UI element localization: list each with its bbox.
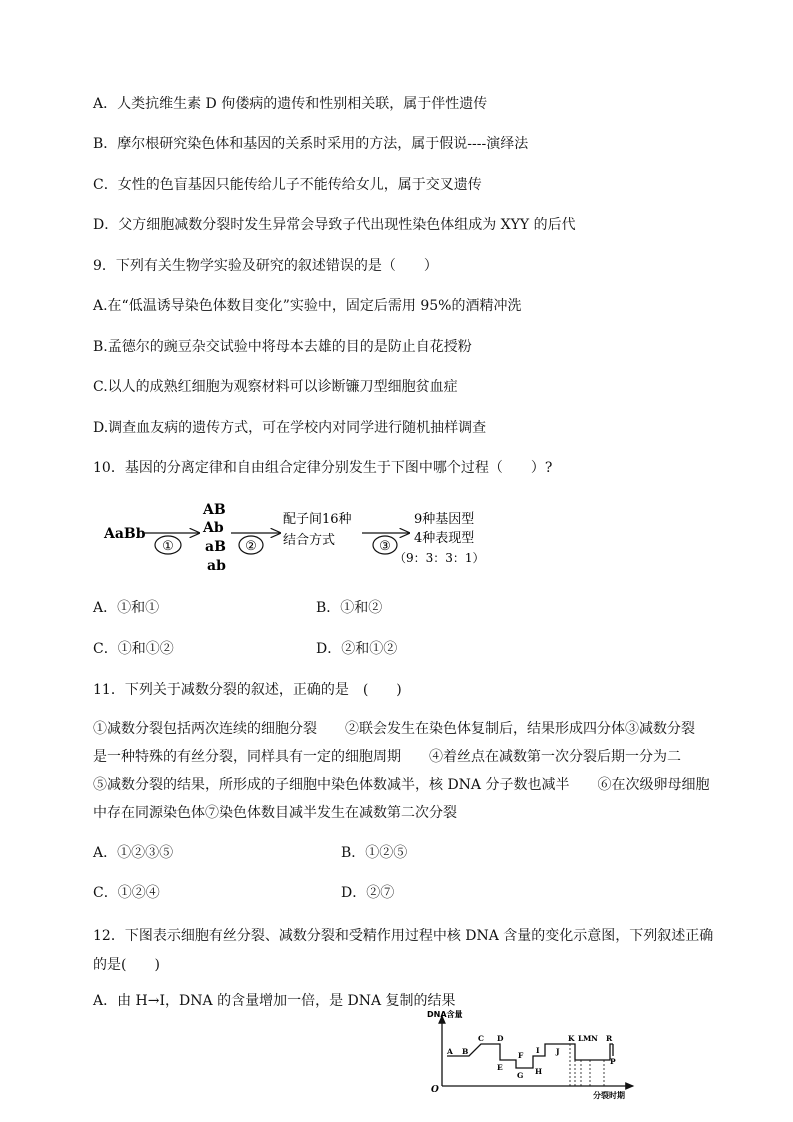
ratio-label: （9：3：3：1） bbox=[394, 551, 485, 565]
q8-option-d: D．父方细胞减数分裂时发生异常会导致子代出现性染色体组成为 XYY 的后代 bbox=[93, 217, 576, 233]
gamete-ab-upper: AB bbox=[203, 502, 226, 518]
q10-option-b: B．①和② bbox=[316, 600, 383, 616]
point-label-h: H bbox=[535, 1067, 543, 1076]
point-label-l: L bbox=[578, 1034, 584, 1043]
parent-genotype: AaBb bbox=[104, 526, 146, 542]
q9-option-d: D.调查血友病的遗传方式，可在学校内对同学进行随机抽样调查 bbox=[93, 420, 487, 436]
point-label-g: G bbox=[517, 1071, 524, 1080]
point-label-k: K bbox=[568, 1034, 575, 1043]
q12-stem: 12．下图表示细胞有丝分裂、减数分裂和受精作用过程中核 DNA 含量的变化示意图，下列叙述正确 bbox=[93, 928, 714, 944]
dna-content-graph bbox=[425, 1008, 640, 1104]
q10-option-d: D．②和①② bbox=[316, 641, 398, 657]
point-label-i: I bbox=[536, 1046, 540, 1055]
q8-option-a: A．人类抗维生素 D 佝偻病的遗传和性别相关联，属于伴性遗传 bbox=[93, 96, 488, 112]
q12-option-a: A．由 H→I，DNA 的含量增加一倍，是 DNA 复制的结果 bbox=[93, 993, 456, 1009]
point-label-f: F bbox=[518, 1051, 524, 1060]
gamete-ab-lower-a: aB bbox=[205, 539, 226, 555]
q9-option-a: A.在“低温诱导染色体数目变化”实验中，固定后需用 95%的酒精冲洗 bbox=[93, 298, 522, 314]
point-label-m: M bbox=[583, 1034, 592, 1043]
point-label-e: E bbox=[497, 1063, 503, 1072]
q11-statement-line: 是一种特殊的有丝分裂，同样具有一定的细胞周期 ④着丝点在减数第一次分裂后期一分为二 bbox=[93, 749, 681, 765]
point-label-n: N bbox=[591, 1034, 598, 1043]
q10-figure bbox=[100, 498, 520, 582]
q10-stem: 10．基因的分离定律和自由组合定律分别发生于下图中哪个过程（ ）? bbox=[93, 460, 553, 476]
q10-option-c: C．①和①② bbox=[93, 641, 174, 657]
gamete-ab-lower: ab bbox=[207, 558, 226, 574]
q11-stem: 11．下列关于减数分裂的叙述，正确的是 ( ) bbox=[93, 682, 402, 698]
step-2-label: ② bbox=[245, 539, 257, 554]
point-label-p: P bbox=[610, 1057, 616, 1066]
q11-option-d: D．②⑦ bbox=[341, 885, 395, 901]
gamete-ab-lower-b: Ab bbox=[203, 520, 224, 536]
combine-line-2: 结合方式 bbox=[283, 533, 336, 548]
q10-option-a: A．①和① bbox=[93, 600, 160, 616]
y-axis-label: DNA含量 bbox=[427, 1010, 463, 1019]
q11-option-a: A．①②③⑤ bbox=[93, 845, 174, 861]
point-label-j: J bbox=[556, 1047, 560, 1056]
dna-curve bbox=[447, 1044, 613, 1068]
point-label-d: D bbox=[497, 1034, 504, 1043]
result-line-1: 9种基因型 bbox=[414, 512, 475, 527]
q9-stem: 9．下列有关生物学实验及研究的叙述错误的是（ ） bbox=[93, 258, 438, 274]
q9-option-b: B.孟德尔的豌豆杂交试验中将母本去雄的目的是防止自花授粉 bbox=[93, 339, 472, 355]
step-3-label: ③ bbox=[379, 539, 391, 554]
result-line-2: 4种表现型 bbox=[414, 531, 475, 546]
q9-option-c: C.以人的成熟红细胞为观察材料可以诊断镰刀型细胞贫血症 bbox=[93, 379, 458, 395]
step-1-label: ① bbox=[162, 539, 174, 554]
q11-option-b: B．①②⑤ bbox=[341, 845, 408, 861]
q11-option-c: C．①②④ bbox=[93, 885, 160, 901]
combine-line-1: 配子间16种 bbox=[283, 512, 352, 527]
point-label-r: R bbox=[606, 1034, 613, 1043]
origin-label: O bbox=[431, 1085, 439, 1095]
point-label-b: B bbox=[462, 1047, 469, 1056]
q12-stem-cont: 的是( ) bbox=[93, 957, 160, 973]
q11-statement-line: ①减数分裂包括两次连续的细胞分裂 ②联会发生在染色体复制后，结果形成四分体③减数分裂 bbox=[93, 721, 695, 737]
point-label-a: A bbox=[447, 1047, 453, 1056]
q8-option-b: B．摩尔根研究染色体和基因的关系时采用的方法，属于假说----演绎法 bbox=[93, 136, 529, 152]
q8-option-c: C．女性的色盲基因只能传给儿子不能传给女儿，属于交叉遗传 bbox=[93, 177, 482, 193]
q11-statement-line: ⑤减数分裂的结果，所形成的子细胞中染色体数减半，核 DNA 分子数也减半 ⑥在次级卵母细胞 bbox=[93, 777, 710, 793]
point-label-c: C bbox=[478, 1034, 484, 1043]
x-axis-label: 分裂时期 bbox=[593, 1091, 625, 1100]
q11-statement-line: 中存在同源染色体⑦染色体数目减半发生在减数第二次分裂 bbox=[93, 805, 457, 821]
